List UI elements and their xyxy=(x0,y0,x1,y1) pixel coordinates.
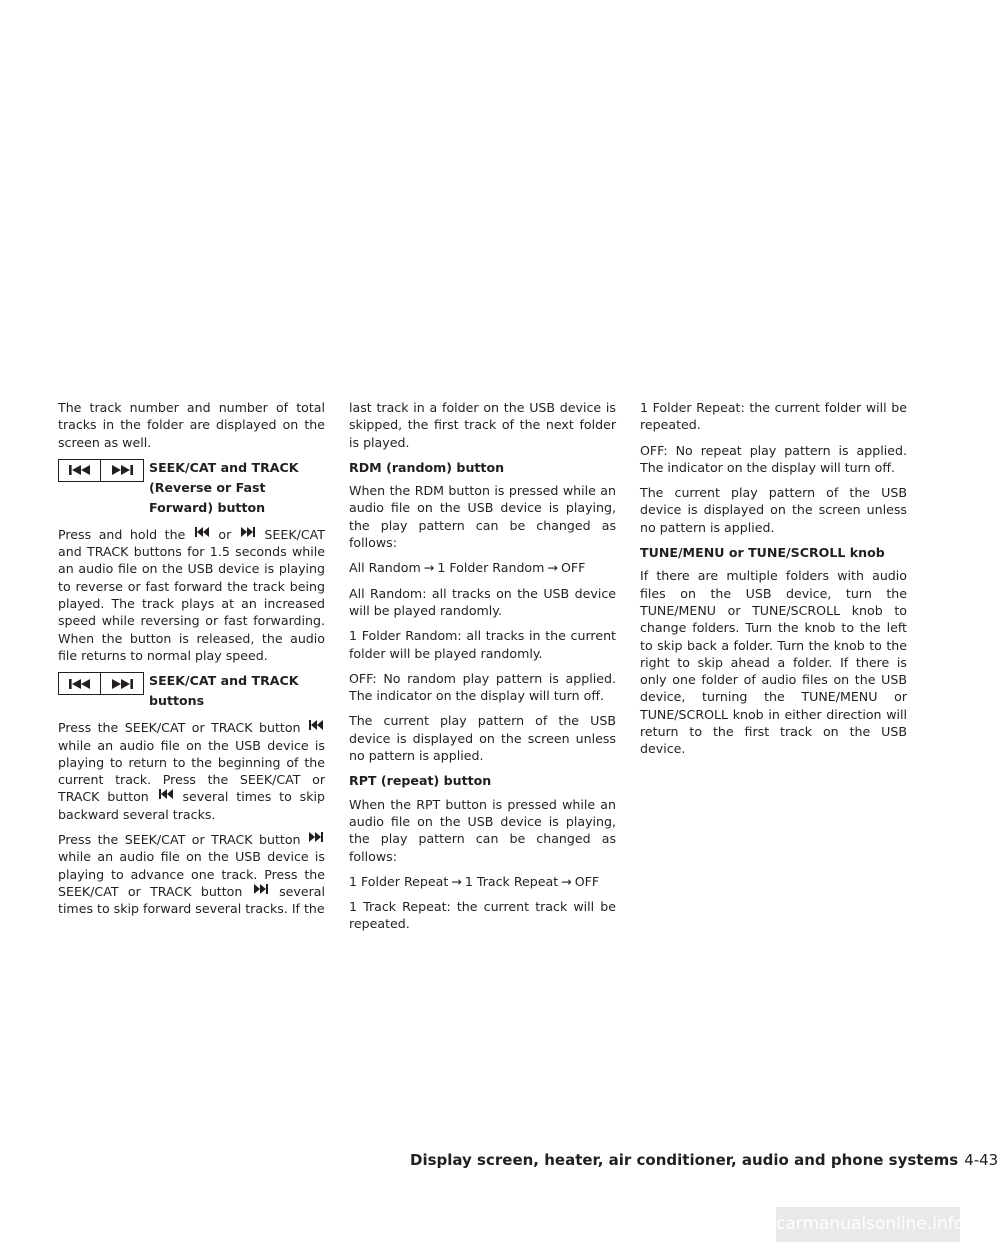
text: while an audio file on the USB device is playing to return to the beginning of the current track. Press the SEEK/CAT or TRACK button xyxy=(58,737,325,805)
text: or xyxy=(218,526,232,542)
text: Press the SEEK/CAT or TRACK button xyxy=(58,720,301,736)
section-heading: TUNE/MENU or TUNE/SCROLL knob xyxy=(640,545,885,561)
paragraph: When the RPT button is pressed while an audio file on the USB device is playing, the play pattern can be changed as follows: xyxy=(349,796,616,864)
next-track-icon xyxy=(110,464,134,476)
prev-track-icon xyxy=(309,719,323,731)
column-right xyxy=(640,399,907,766)
text: Press the SEEK/CAT or TRACK button xyxy=(58,832,301,848)
prev-track-key xyxy=(58,459,101,482)
prev-track-icon xyxy=(195,526,209,538)
arrow-icon: → xyxy=(423,560,435,576)
seek-track-buttons-heading-row xyxy=(58,672,325,711)
section-heading: SEEK/CAT and TRACK buttons xyxy=(149,673,299,709)
next-track-icon xyxy=(241,526,255,538)
sequence-step: 1 Folder Repeat xyxy=(349,873,449,889)
seek-reverse-forward-heading-row xyxy=(58,459,325,518)
paragraph xyxy=(58,719,325,823)
sequence-step: All Random xyxy=(349,560,421,576)
arrow-icon: → xyxy=(451,873,462,889)
page-number: 4-43 xyxy=(964,1151,998,1169)
text: several times to skip backward several tracks. xyxy=(58,789,325,822)
sequence-step: 1 Folder Random xyxy=(437,560,545,576)
paragraph: If there are multiple folders with audio files on the USB device, turn the TUNE/MENU or TUNE/SCROLL knob to change folders. Turn the knob to the left to skip back a folder. Turn the knob to the right to skip ahead a folder. If there is only one folder of audio files on the USB device, turning the TUNE/MENU or TUNE/SCROLL knob in either direction will return to the first track on the USB device. xyxy=(640,568,907,757)
prev-track-icon xyxy=(68,464,92,476)
seek-track-button-pair xyxy=(58,672,144,695)
paragraph: 1 Folder Random: all tracks in the current folder will be played randomly. xyxy=(349,628,616,661)
paragraph: The current play pattern of the USB device is displayed on the screen unless no pattern is applied. xyxy=(349,713,616,764)
column-left xyxy=(58,399,325,926)
column-middle xyxy=(349,399,616,941)
next-track-icon xyxy=(254,883,268,895)
play-pattern-sequence xyxy=(349,559,616,576)
arrow-icon: → xyxy=(561,873,572,889)
sequence-step: OFF xyxy=(560,560,586,576)
text: Press and hold the xyxy=(58,526,186,542)
watermark: carmanualsonline.info xyxy=(776,1207,960,1242)
paragraph: The track number and number of total tracks in the folder are displayed on the screen as well. xyxy=(58,400,325,450)
paragraph: When the RDM button is pressed while an audio file on the USB device is playing, the play pattern can be changed as follows: xyxy=(349,483,616,551)
section-heading: RPT (repeat) button xyxy=(349,773,492,789)
paragraph xyxy=(58,526,325,664)
arrow-icon: → xyxy=(547,560,558,576)
play-pattern-sequence xyxy=(349,873,616,890)
page-footer xyxy=(410,1150,998,1170)
text: SEEK/CAT and TRACK buttons for 1.5 seconds while an audio file on the USB device is playing to reverse or fast forward the track being played. The track plays at an increased speed while reversing or fast forwarding. When the button is released, the audio file returns to normal play speed. xyxy=(58,526,325,663)
seek-track-button-pair xyxy=(58,459,144,482)
section-heading: SEEK/CAT and TRACK (Reverse or Fast Forward) button xyxy=(149,459,299,515)
next-track-key xyxy=(101,459,144,482)
prev-track-icon xyxy=(159,788,173,800)
sequence-step: OFF xyxy=(574,873,600,889)
section-heading: RDM (random) button xyxy=(349,459,505,475)
sequence-step: 1 Track Repeat xyxy=(464,873,559,889)
paragraph xyxy=(58,831,325,917)
paragraph: The current play pattern of the USB device is displayed on the screen unless no pattern is applied. xyxy=(640,485,907,535)
paragraph: All Random: all tracks on the USB device will be played randomly. xyxy=(349,585,616,618)
prev-track-icon xyxy=(68,678,92,690)
paragraph: OFF: No random play pattern is applied. The indicator on the display will turn off. xyxy=(349,670,616,704)
paragraph: OFF: No repeat play pattern is applied. The indicator on the display will turn off. xyxy=(640,442,907,475)
next-track-key xyxy=(101,672,144,695)
text: while an audio file on the USB device is playing to advance one track. Press the SEEK/CAT or TRACK button xyxy=(58,849,325,899)
paragraph: 1 Folder Repeat: the current folder will be repeated. xyxy=(640,400,907,433)
paragraph: 1 Track Repeat: the current track will be repeated. xyxy=(349,899,616,932)
prev-track-key xyxy=(58,672,101,695)
paragraph: last track in a folder on the USB device is skipped, the first track of the next folder is played. xyxy=(349,400,616,450)
chapter-title: Display screen, heater, air conditioner, audio and phone systems xyxy=(410,1151,959,1169)
text: several times to skip forward several tracks. If the xyxy=(58,883,325,917)
next-track-icon xyxy=(309,831,323,843)
next-track-icon xyxy=(110,678,134,690)
